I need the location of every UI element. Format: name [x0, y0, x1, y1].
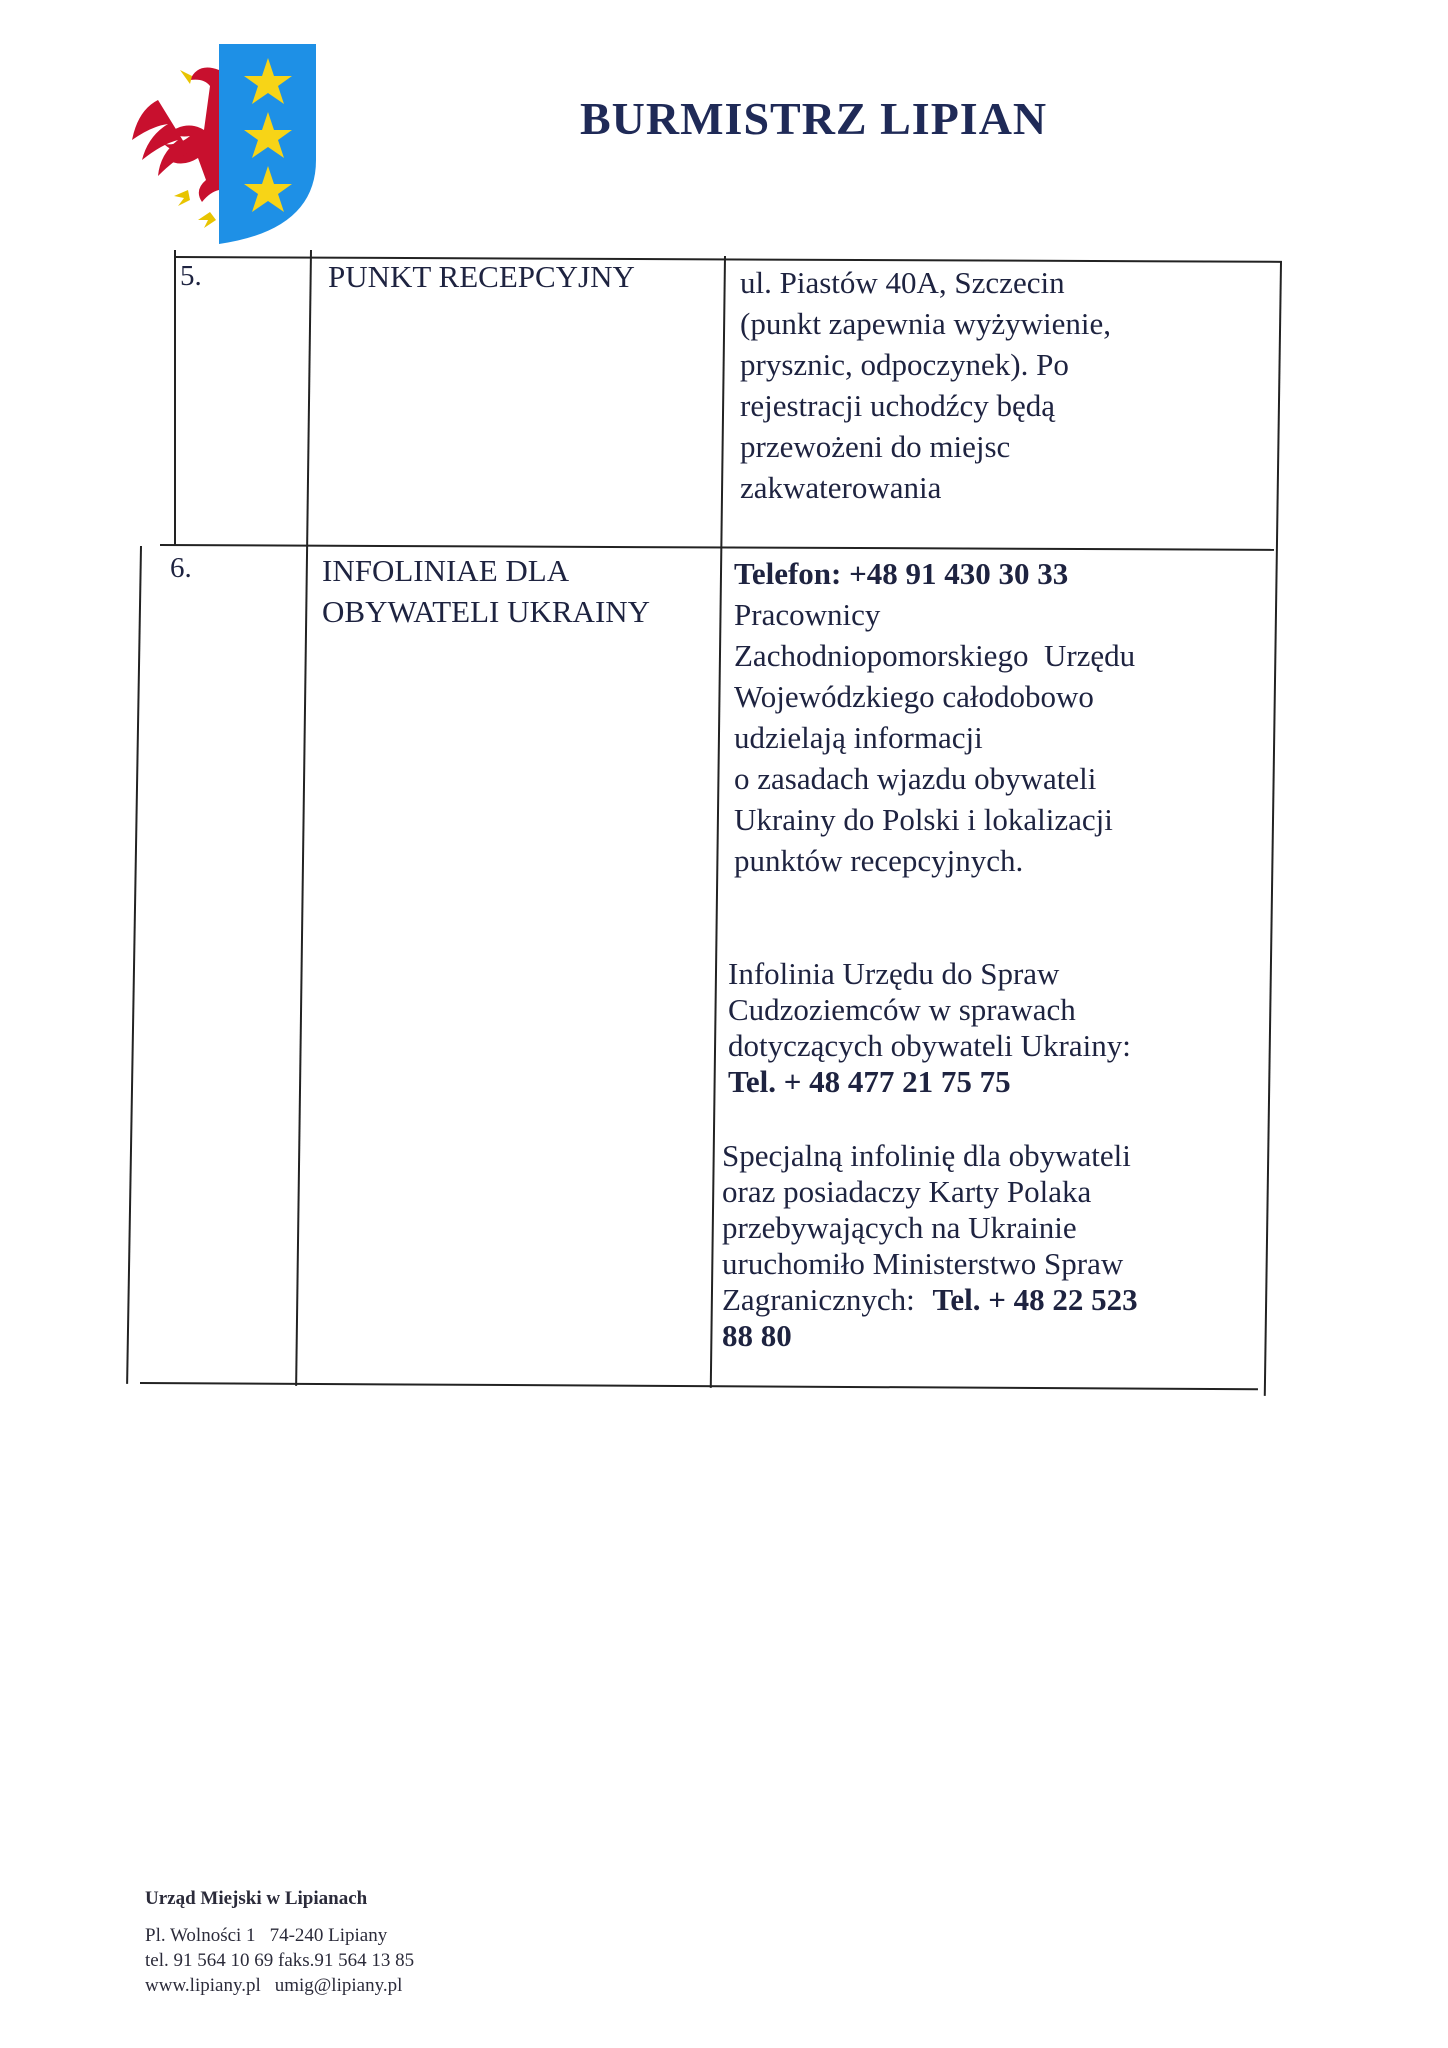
table-col-right: [1264, 262, 1282, 1396]
row-6-name-line: OBYWATELI UKRAINY: [322, 594, 651, 629]
detail-line: rejestracji uchodźcy będą: [740, 388, 1055, 423]
detail-line: Wojewódzkiego całodobowo: [734, 679, 1094, 714]
detail-line: uruchomiło Ministerstwo Spraw: [722, 1246, 1124, 1281]
phone-line: [734, 553, 1135, 594]
phone-label: Telefon:: [734, 556, 842, 591]
detail-line: o zasadach wjazdu obywateli: [734, 761, 1097, 796]
detail-line: Specjalną infolinię dla obywateli: [722, 1138, 1131, 1173]
msz-prefix: Zagranicznych:: [722, 1282, 915, 1317]
row-6-details: [734, 553, 1135, 881]
footer-postal: 74-240 Lipiany: [269, 1925, 388, 1946]
detail-line: Cudzoziemców w sprawach: [728, 992, 1076, 1027]
phone-value: +48 91 430 30 33: [849, 556, 1069, 591]
footer-tel: tel. 91 564 10 69 faks.91 564 13 85: [145, 1950, 415, 1971]
detail-line: punktów recepcyjnych.: [734, 843, 1024, 878]
detail-line: Zachodniopomorskiego Urzędu: [734, 638, 1136, 673]
detail-line: ul. Piastów 40A, Szczecin: [740, 265, 1065, 300]
uds-infoline-block: [728, 956, 1131, 1100]
table-col-left-2: [126, 546, 142, 1384]
detail-line: prysznic, odpoczynek). Po: [740, 347, 1069, 382]
footer-address-line: [145, 1923, 414, 1948]
footer-web-line: [145, 1973, 414, 1998]
footer: [145, 1886, 414, 1998]
detail-line: udzielają informacji: [734, 720, 983, 755]
msz-phone-part1: Tel. + 48 22 523: [932, 1282, 1138, 1317]
footer-address: Pl. Wolności 1: [145, 1925, 256, 1946]
detail-line: Infolinia Urzędu do Spraw: [728, 956, 1060, 991]
detail-line: oraz posiadaczy Karty Polaka: [722, 1174, 1092, 1209]
table-col-left: [174, 250, 176, 546]
detail-line: (punkt zapewnia wyżywienie,: [740, 306, 1112, 341]
row-6-name-line: INFOLINIAE DLA: [322, 553, 570, 588]
detail-line: Pracownicy: [734, 597, 881, 632]
detail-line: przebywających na Ukrainie: [722, 1210, 1077, 1245]
detail-line: zakwaterowania: [740, 470, 942, 505]
table-rule-bottom: [140, 1382, 1258, 1390]
detail-line: przewożeni do miejsc: [740, 429, 1011, 464]
uds-phone: Tel. + 48 477 21 75 75: [728, 1064, 1011, 1099]
page-title: BURMISTRZ LIPIAN: [580, 93, 1048, 144]
detail-line: Ukrainy do Polski i lokalizacji: [734, 802, 1113, 837]
msz-phone-part2: 88 80: [722, 1318, 792, 1353]
row-5-details: [740, 262, 1111, 508]
table-col-1: [295, 250, 312, 1386]
msz-phone-line: [722, 1282, 1138, 1318]
row-5-name: PUNKT RECEPCYJNY: [328, 259, 635, 294]
row-5-number: 5.: [180, 260, 202, 292]
msz-infoline-block: [722, 1138, 1138, 1354]
footer-email-link[interactable]: umig@lipiany.pl: [274, 1975, 403, 1996]
row-6-number: 6.: [170, 552, 192, 584]
row-6-name: [322, 550, 650, 632]
detail-line: dotyczących obywateli Ukrainy:: [728, 1028, 1131, 1063]
footer-org: Urząd Miejski w Lipianach: [145, 1888, 368, 1909]
footer-web-link[interactable]: www.lipiany.pl: [145, 1975, 261, 1996]
